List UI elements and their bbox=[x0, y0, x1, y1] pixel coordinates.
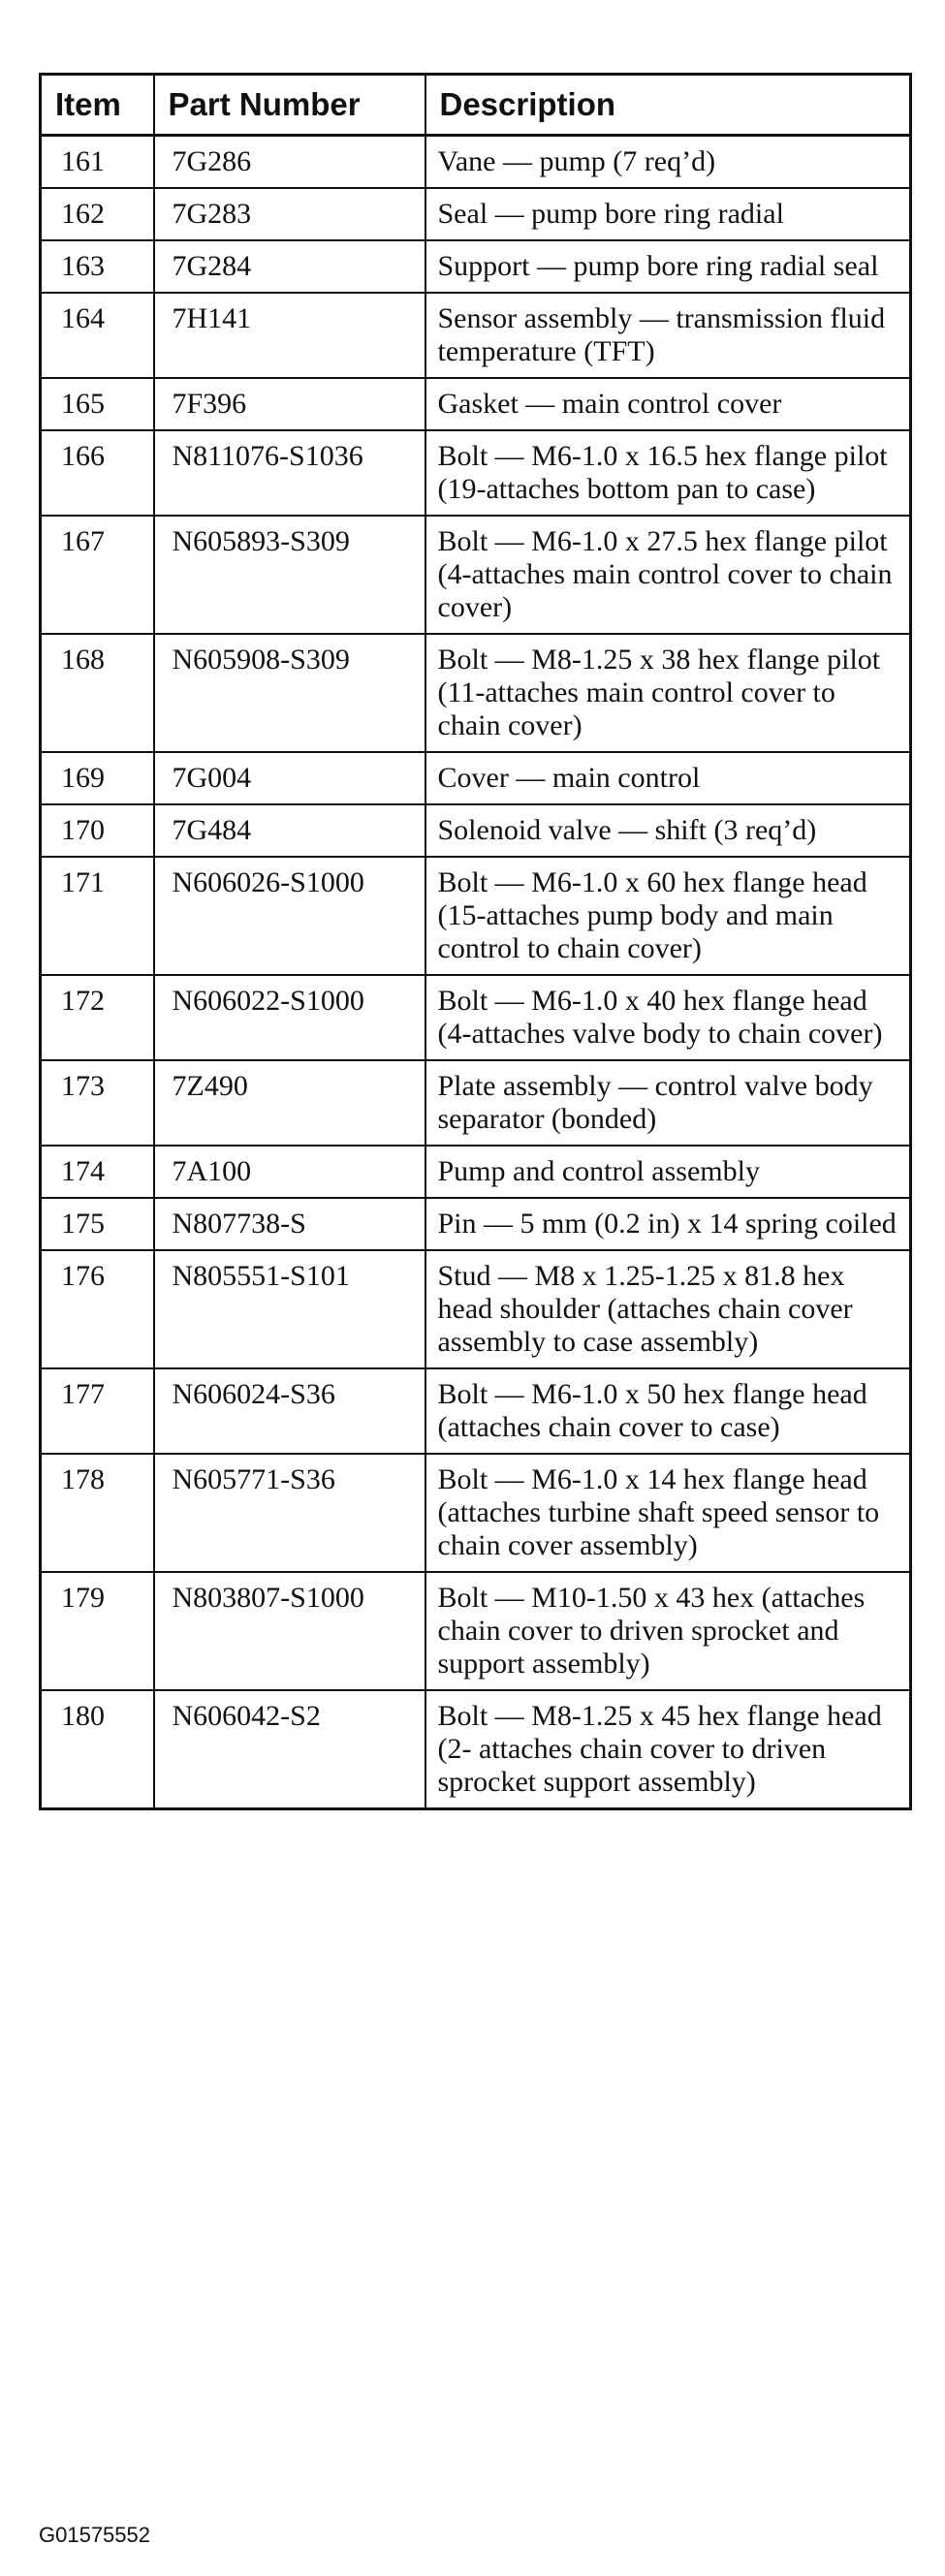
part-number-cell: N605771-S36 bbox=[154, 1454, 425, 1572]
header-row bbox=[41, 75, 911, 136]
description-cell: Solenoid valve — shift (3 req’d) bbox=[425, 804, 911, 857]
table-row bbox=[41, 1368, 911, 1454]
part-number-cell: N606022-S1000 bbox=[154, 975, 425, 1060]
description-cell: Bolt — M6-1.0 x 60 hex flange head (15-attaches pump body and main control to chain cover) bbox=[425, 857, 911, 975]
table-row bbox=[41, 634, 911, 752]
item-cell: 171 bbox=[41, 857, 154, 975]
item-cell: 166 bbox=[41, 430, 154, 516]
part-number-cell: N606026-S1000 bbox=[154, 857, 425, 975]
item-cell: 169 bbox=[41, 752, 154, 804]
description-cell: Pin — 5 mm (0.2 in) x 14 spring coiled bbox=[425, 1198, 911, 1250]
header-part-number: Part Number bbox=[154, 75, 425, 136]
description-cell: Bolt — M8-1.25 x 38 hex flange pilot (11-attaches main control cover to chain cover) bbox=[425, 634, 911, 752]
part-number-cell: 7G284 bbox=[154, 240, 425, 293]
description-cell: Bolt — M6-1.0 x 14 hex flange head (attaches turbine shaft speed sensor to chain cover assembly) bbox=[425, 1454, 911, 1572]
table-row bbox=[41, 1146, 911, 1198]
description-cell: Bolt — M6-1.0 x 27.5 hex flange pilot (4-attaches main control cover to chain cover) bbox=[425, 516, 911, 634]
part-number-cell: N605908-S309 bbox=[154, 634, 425, 752]
header-item: Item bbox=[41, 75, 154, 136]
description-cell: Bolt — M8-1.25 x 45 hex flange head (2- attaches chain cover to driven sprocket support assembly) bbox=[425, 1690, 911, 1809]
description-cell: Seal — pump bore ring radial bbox=[425, 188, 911, 240]
item-cell: 164 bbox=[41, 293, 154, 378]
part-number-cell: N811076-S1036 bbox=[154, 430, 425, 516]
description-cell: Stud — M8 x 1.25-1.25 x 81.8 hex head shoulder (attaches chain cover assembly to case assembly) bbox=[425, 1250, 911, 1368]
item-cell: 178 bbox=[41, 1454, 154, 1572]
part-number-cell: 7G004 bbox=[154, 752, 425, 804]
table-row bbox=[41, 1060, 911, 1146]
description-cell: Vane — pump (7 req’d) bbox=[425, 136, 911, 189]
part-number-cell: 7G484 bbox=[154, 804, 425, 857]
table-row bbox=[41, 188, 911, 240]
item-cell: 173 bbox=[41, 1060, 154, 1146]
parts-table bbox=[39, 73, 912, 1810]
item-cell: 172 bbox=[41, 975, 154, 1060]
description-cell: Support — pump bore ring radial seal bbox=[425, 240, 911, 293]
part-number-cell: 7G283 bbox=[154, 188, 425, 240]
part-number-cell: N805551-S101 bbox=[154, 1250, 425, 1368]
item-cell: 179 bbox=[41, 1572, 154, 1690]
table-row bbox=[41, 378, 911, 430]
description-cell: Bolt — M6-1.0 x 50 hex flange head (attaches chain cover to case) bbox=[425, 1368, 911, 1454]
table-row bbox=[41, 293, 911, 378]
item-cell: 176 bbox=[41, 1250, 154, 1368]
part-number-cell: 7H141 bbox=[154, 293, 425, 378]
header-description: Description bbox=[425, 75, 911, 136]
part-number-cell: 7A100 bbox=[154, 1146, 425, 1198]
item-cell: 180 bbox=[41, 1690, 154, 1809]
item-cell: 175 bbox=[41, 1198, 154, 1250]
table-row bbox=[41, 240, 911, 293]
table-row bbox=[41, 430, 911, 516]
description-cell: Plate assembly — control valve body separator (bonded) bbox=[425, 1060, 911, 1146]
table-row bbox=[41, 136, 911, 189]
table-row bbox=[41, 516, 911, 634]
item-cell: 163 bbox=[41, 240, 154, 293]
part-number-cell: N606042-S2 bbox=[154, 1690, 425, 1809]
part-number-cell: 7Z490 bbox=[154, 1060, 425, 1146]
item-cell: 161 bbox=[41, 136, 154, 189]
description-cell: Bolt — M6-1.0 x 16.5 hex flange pilot (19-attaches bottom pan to case) bbox=[425, 430, 911, 516]
table-body bbox=[41, 136, 911, 1809]
description-cell: Sensor assembly — transmission fluid temperature (TFT) bbox=[425, 293, 911, 378]
description-cell: Gasket — main control cover bbox=[425, 378, 911, 430]
part-number-cell: N605893-S309 bbox=[154, 516, 425, 634]
item-cell: 162 bbox=[41, 188, 154, 240]
table-row bbox=[41, 1690, 911, 1809]
table-row bbox=[41, 975, 911, 1060]
item-cell: 168 bbox=[41, 634, 154, 752]
item-cell: 174 bbox=[41, 1146, 154, 1198]
table-row bbox=[41, 804, 911, 857]
table-row bbox=[41, 1572, 911, 1690]
description-cell: Bolt — M6-1.0 x 40 hex flange head (4-attaches valve body to chain cover) bbox=[425, 975, 911, 1060]
table-row bbox=[41, 857, 911, 975]
item-cell: 165 bbox=[41, 378, 154, 430]
part-number-cell: N803807-S1000 bbox=[154, 1572, 425, 1690]
table-row bbox=[41, 1454, 911, 1572]
table-row bbox=[41, 1250, 911, 1368]
description-cell: Bolt — M10-1.50 x 43 hex (attaches chain cover to driven sprocket and support assembly) bbox=[425, 1572, 911, 1690]
figure-id: G01575552 bbox=[39, 2523, 150, 2547]
part-number-cell: 7G286 bbox=[154, 136, 425, 189]
item-cell: 167 bbox=[41, 516, 154, 634]
table-row bbox=[41, 1198, 911, 1250]
part-number-cell: N606024-S36 bbox=[154, 1368, 425, 1454]
part-number-cell: N807738-S bbox=[154, 1198, 425, 1250]
description-cell: Cover — main control bbox=[425, 752, 911, 804]
part-number-cell: 7F396 bbox=[154, 378, 425, 430]
item-cell: 177 bbox=[41, 1368, 154, 1454]
table-row bbox=[41, 752, 911, 804]
item-cell: 170 bbox=[41, 804, 154, 857]
description-cell: Pump and control assembly bbox=[425, 1146, 911, 1198]
